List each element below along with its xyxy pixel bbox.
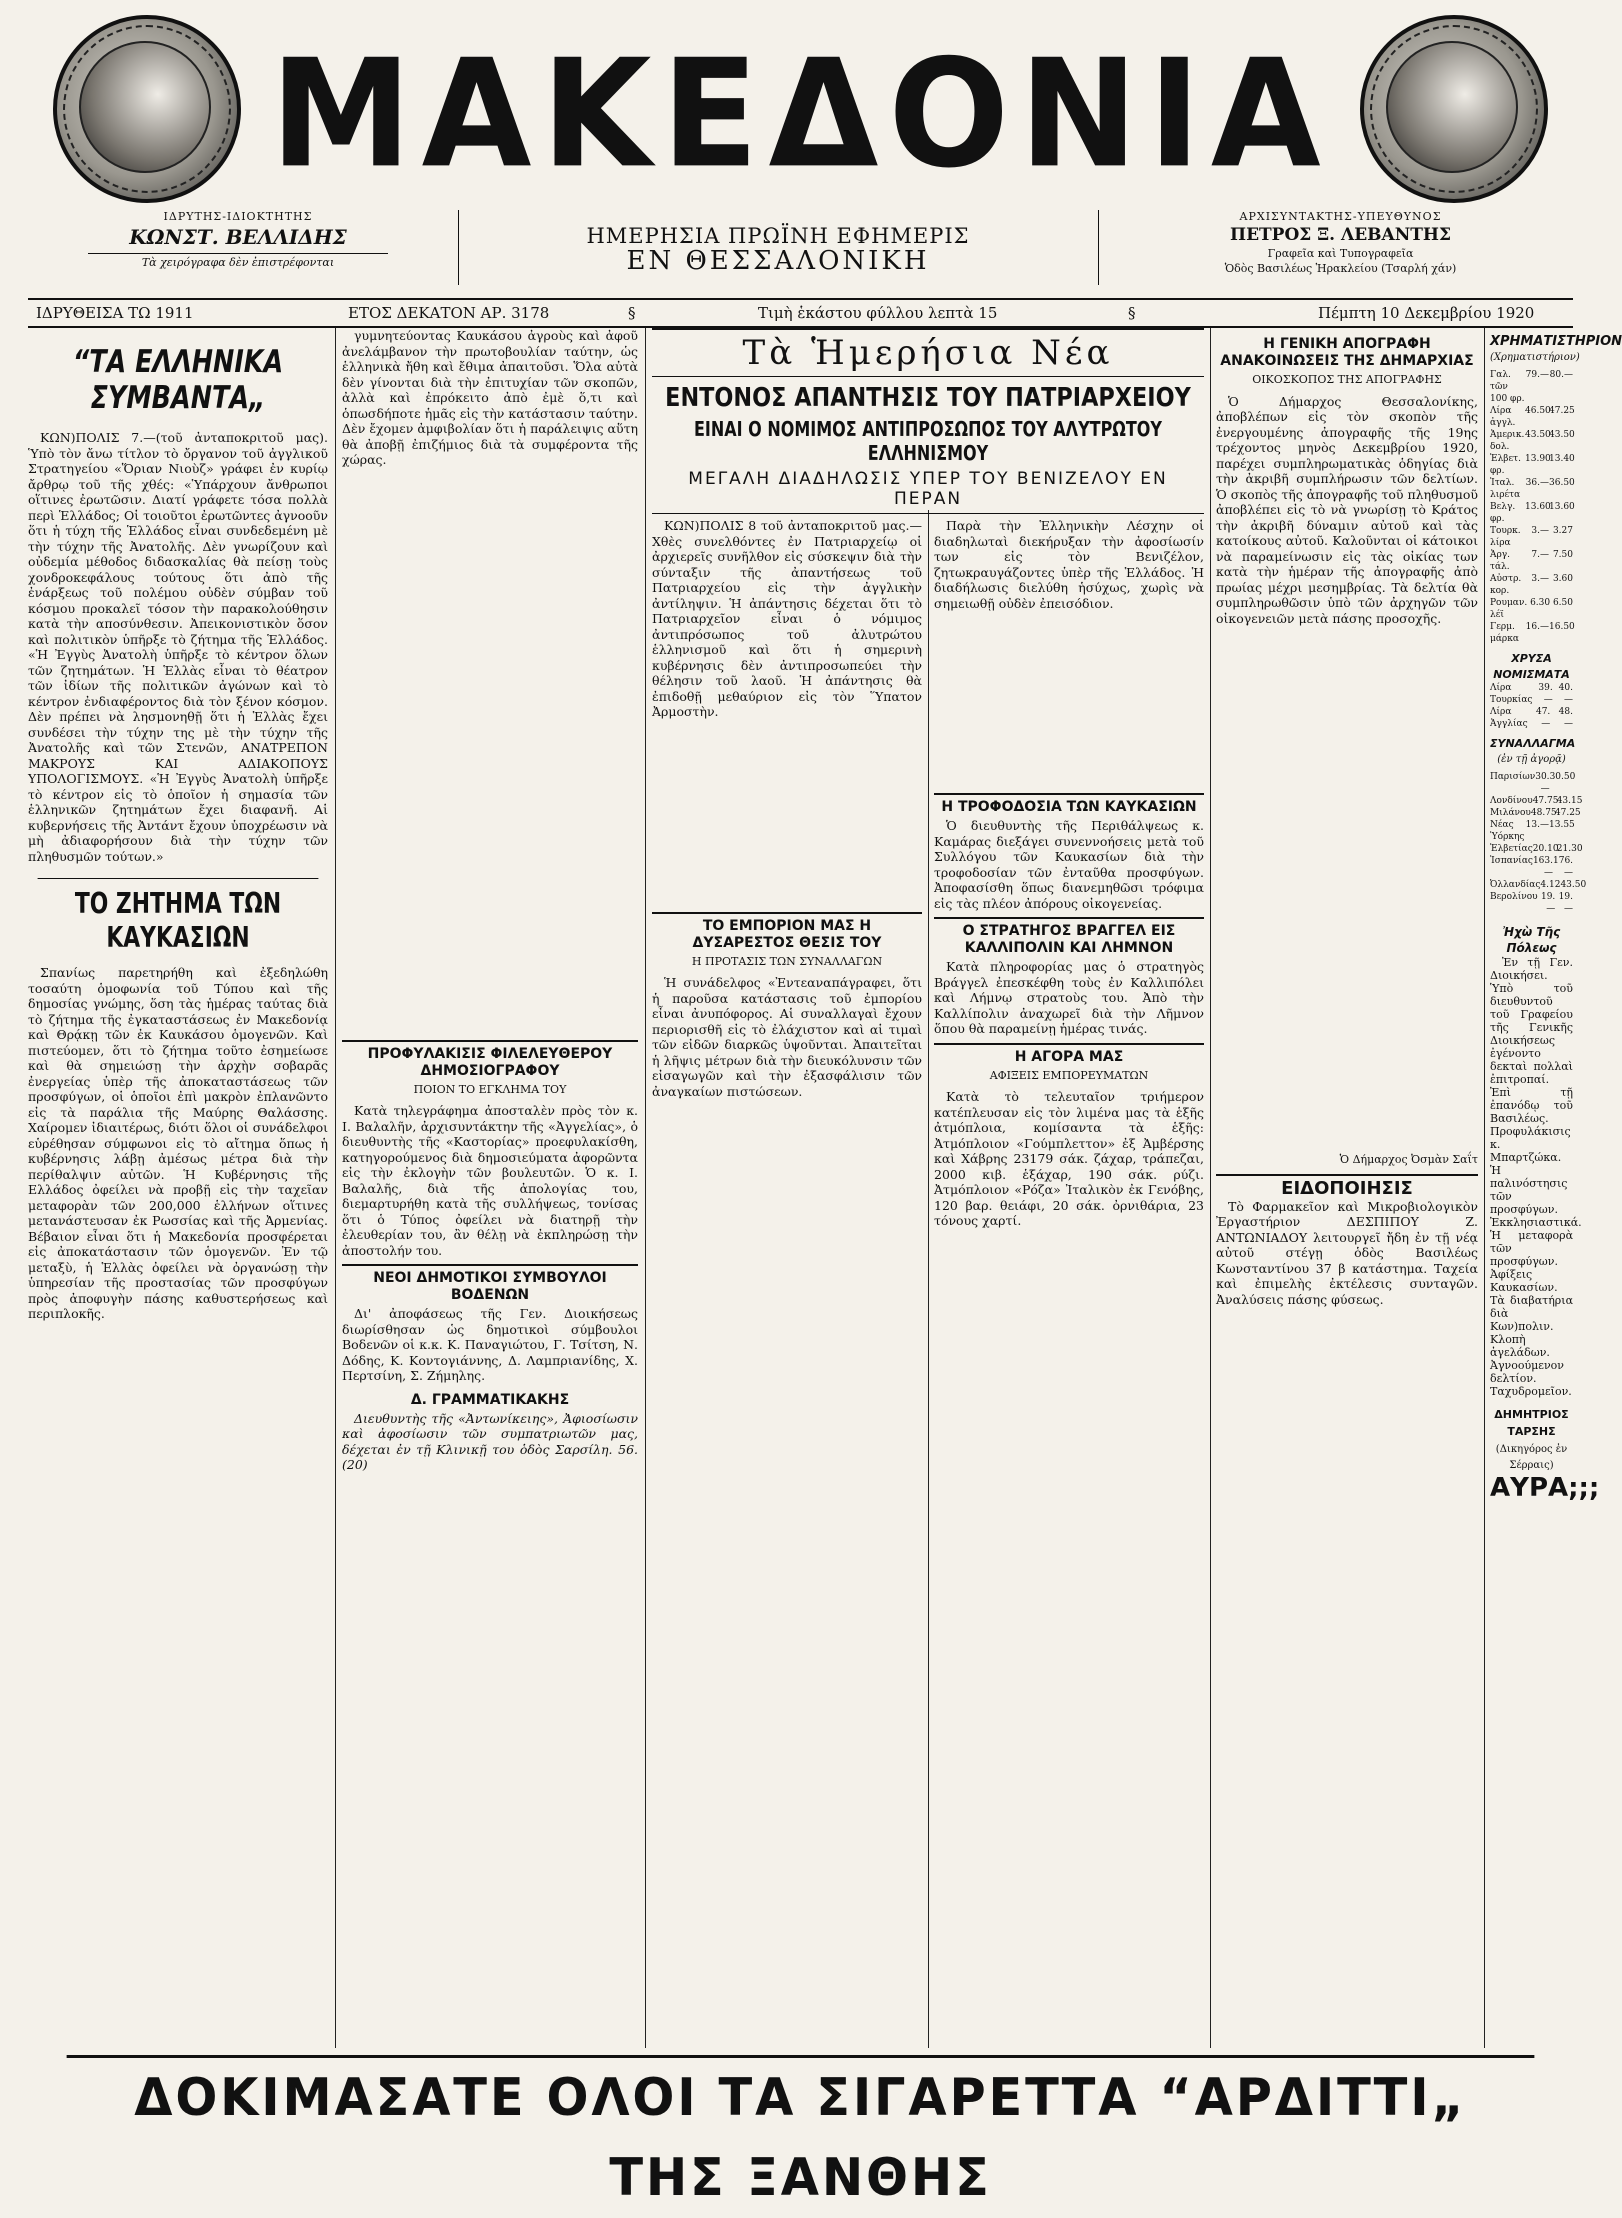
rate-value: 3.— [1531, 526, 1549, 536]
rate-value: 30.50 [1549, 772, 1576, 782]
rate-label: Ὀλλανδίας [1490, 880, 1541, 890]
rate-value: 7.50 [1552, 550, 1573, 560]
rate-row [1490, 573, 1573, 597]
rate-label: Αὐστρ. κορ. [1490, 574, 1522, 596]
fx-title: ΣΥΝΑΛΛΑΓΜΑ [1490, 737, 1576, 750]
rate-label: Γαλ. τῶν 100 φρ. [1490, 370, 1525, 404]
rate-label: Ἰσπανίας [1490, 856, 1533, 866]
article-body: Κατὰ πληροφορίας μας ὁ στρατηγὸς Βράγγελ ἐπεσκέφθη τοὺς ἐν Καλλιπόλει καὶ Λήμνῳ στρατοὺς του. Ἀπὸ τὴν Καλλίπολιν ἀναχωρεῖ διὰ τὴν Λῆμνον ὅπου θὰ παραμείνῃ ἡμέρας τινάς. [934, 959, 1204, 1036]
rate-row [1490, 453, 1573, 477]
section-mark: § [1128, 304, 1136, 322]
rate-row [1490, 549, 1573, 573]
masthead [28, 10, 1573, 276]
kicker: ΑΦΙΞΕΙΣ ΕΜΠΟΡΕΥΜΑΤΩΝ [989, 1068, 1149, 1082]
newspaper-page [28, 10, 1622, 2208]
rate-label: Ρουμαν. λέϊ [1490, 598, 1528, 620]
rate-value: 36.— [1525, 478, 1549, 488]
daily-news-banner [652, 328, 1204, 508]
issue-date: Πέμπτη 10 Δεκεμβρίου 1920 [1318, 304, 1535, 322]
rate-label: Ἑλβετ. φρ. [1490, 454, 1521, 476]
rate-label: Μιλάνου [1490, 808, 1531, 818]
rate-label: Παρισίων [1490, 772, 1536, 782]
article-body: Ὁ διευθυντὴς τῆς Περιθάλψεως κ. Καμάρας διεξάγει συνεννοήσεις μετὰ τοῦ Συλλόγου τῶν Καυκασίων διὰ τὴν τροφοδοσίαν τῶν ἐνταῦθα προσφύγων. Ἀποφασίσθη ὅπως διανεμηθῶσι τρόφιμα εἰς τὰς πλέον ἀπόρους οἰκογενείας. [934, 818, 1204, 911]
column-2 [342, 328, 638, 2048]
mayor-signature: Ὁ Δήμαρχος Ὀσμὰν Σαΐτ [1339, 1153, 1478, 1166]
founder-note: Τὰ χειρόγραφα δὲν ἐπιστρέφονται [88, 253, 388, 269]
banner-deck: ΜΕΓΑΛΗ ΔΙΑΔΗΛΩΣΙΣ ΥΠΕΡ ΤΟΥ ΒΕΝΙΖΕΛΟΥ ΕΝ ΠΕΡΑΝ [652, 469, 1204, 514]
rate-value: 47.25 [1554, 808, 1581, 818]
rate-value: 21.30 [1556, 844, 1583, 854]
kicker: ΠΟΙΟΝ ΤΟ ΕΓΚΛΗΜΑ ΤΟΥ [413, 1082, 567, 1096]
newspaper-title: ΜΑΚΕΔΟΝΙΑ [270, 27, 1331, 202]
aura-ad: ΑΥΡΑ;;; [1490, 1473, 1600, 1503]
column-6 [1490, 328, 1622, 2048]
fx-subtitle: (ἐν τῇ ἀγορᾷ) [1497, 753, 1566, 765]
column-spacer [934, 617, 1204, 787]
rate-row [1490, 843, 1583, 855]
rate-value: 13.90 [1525, 454, 1551, 464]
rate-label: Ἰταλ. λιρέτα [1490, 478, 1521, 500]
rate-value: 79.— [1525, 370, 1549, 380]
masthead-divider [458, 210, 459, 285]
column-spacer [652, 726, 922, 906]
rate-row [1490, 819, 1573, 843]
rate-label: Λίρα Ἀγγλίας [1490, 707, 1528, 729]
column-spacer [342, 474, 638, 1034]
rate-row [1490, 795, 1583, 807]
rate-value: 43.15 [1556, 796, 1583, 806]
rate-value: 3.27 [1552, 526, 1573, 536]
article-body: Δι' ἀποφάσεως τῆς Γεν. Διοικήσεως διωρίσθησαν ὡς δημοτικοὶ σύμβουλοι Βοδενῶν οἱ κ.κ. Κ. Παναγιώτου, Γ. Τσίτση, Ν. Δόδης, Κ. Κοντογιάννης, Δ. Λαμπριανίδης, Χ. Περτσίνη, Σ. Ζήμηλης. [342, 1306, 638, 1383]
rate-label: Βερολίνου [1490, 892, 1538, 902]
gold-coins-title: ΧΡΥΣΑ ΝΟΜΙΣΜΑΤΑ [1493, 652, 1570, 681]
rate-value: 19.— [1540, 892, 1556, 914]
stock-exchange-title: ΧΡΗΜΑΤΙΣΤΗΡΙΟΝ [1490, 334, 1622, 349]
rate-value: 43.50 [1525, 430, 1551, 440]
rate-value: 3.— [1531, 574, 1549, 584]
lawyer-note: (Δικηγόρος ἐν Σέρραις) [1495, 1444, 1568, 1471]
rate-value: 48.75 [1530, 808, 1557, 818]
rate-value: 13.— [1525, 820, 1549, 830]
lawyer-name: ΔΗΜΗΤΡΙΟΣ ΤΑΡΣΗΣ [1494, 1408, 1569, 1438]
rate-label: Νέας Ὑόρκης [1490, 820, 1525, 842]
headline-our-market: Η ΑΓΟΡΑ ΜΑΣ [934, 1043, 1204, 1066]
article-body: γυμνητεύοντας Καυκάσου ἀγροὺς καὶ ἀφοῦ ἀνελάμβανον τὴν πρωτοβουλίαν ταύτην, ὡς ἑλληνικὰ ἤθη καὶ ἔθιμα ἀπαιτοῦσι. Ὅλα αὐτὰ δὲν γίνονται διὰ τὴν ἐπιτυχίαν τῶν σκοπῶν, ἀλλὰ καὶ ἐπρόκειτο ἀπὸ ἐμὲ ὅ,τι καὶ ὁπωσδήποτε ἡμᾶς εἰς τὴν κατάστασιν ταύτην. Δὲν ἔχομεν ἀμφιβολίαν ὅτι ἡ παράλειψις αὕτη θὰ ἀποβῇ ἐπιζήμιος διὰ τὰ συμφέροντα τῆς χώρας. [342, 328, 638, 467]
editor-note: Γραφεῖα καὶ Τυπογραφεῖα [1267, 247, 1414, 260]
gold-coins-table [1490, 682, 1573, 730]
headline-caucasus: ΤΟ ΖΗΤΗΜΑ ΤΩΝ ΚΑΥΚΑΣΙΩΝ [38, 878, 319, 955]
editor-block [1108, 210, 1573, 275]
rate-value: 163.— [1532, 856, 1553, 878]
stock-exchange-subtitle: (Χρηματιστήριον) [1490, 351, 1580, 363]
founded-text: ΙΔΡΥΘΕΙΣΑ ΤΩ 1911 [36, 304, 194, 322]
section-mark: § [628, 304, 636, 322]
rate-row [1490, 682, 1573, 706]
rate-row [1490, 855, 1573, 879]
price-text: Τιμὴ ἑκάστου φύλλου λεπτὰ 15 [758, 304, 998, 322]
rate-value: 80.— [1549, 370, 1573, 380]
rate-row [1490, 706, 1573, 730]
editor-address: Ὁδὸς Βασιλέως Ἡρακλείου (Τσαρλή χάν) [1224, 262, 1457, 275]
rate-value: 43.50 [1549, 430, 1575, 440]
city-line: ΕΝ ΘΕΣΣΑΛΟΝΙΚΗ [626, 246, 930, 276]
founder-block [28, 210, 448, 269]
article-body: Κατὰ τηλεγράφημα ἀποσταλὲν πρὸς τὸν κ. Ι. Βαλαλῆν, ἀρχισυντάκτην τῆς «Ἀγγελίας», ὁ διευθυντὴς τῆς «Καστορίας» προεφυλακίσθη, κατηγορούμενος διὰ δημοσιεύματα ἀφορῶντα εἰς τὴν ἐκλογὴν τῶν βουλευτῶν. Ὁ κ. Ι. Βαλαλῆς, διὰ τῆς ἀπολογίας του, διεμαρτυρήθη κατὰ τῆς συλλήψεως, τονίσας ὅτι ὁ Τύπος ὀφείλει νὰ διατηρῇ τὴν ἐλευθερίαν του, ἂν θέλῃ νὰ ἐκπληρώσῃ τὴν ἀποστολήν του. [342, 1103, 638, 1258]
kicker: ΟΙΚΟΣΚΟΠΟΣ ΤΗΣ ΑΠΟΓΡΑΦΗΣ [1252, 373, 1442, 386]
headline-wrangel: Ο ΣΤΡΑΤΗΓΟΣ ΒΡΑΓΓΕΛ ΕΙΣ ΚΑΛΛΙΠΟΛΙΝ ΚΑΙ ΛΗΜΝΟΝ [934, 917, 1204, 957]
rate-value: 4.12 [1540, 880, 1561, 890]
edition-block [468, 224, 1088, 276]
headline-notice: ΕΙΔΟΠΟΙΗΣΙΣ [1216, 1174, 1478, 1197]
rate-value: 13.55 [1549, 820, 1575, 830]
headline-voden-council: ΝΕΟΙ ΔΗΜΟΤΙΚΟΙ ΣΥΜΒΟΥΛΟΙ ΒΟΔΕΝΩΝ [342, 1264, 638, 1304]
issue-number: ΕΤΟΣ ΔΕΚΑΤΟΝ ΑΡ. 3178 [348, 304, 550, 322]
rate-row [1490, 525, 1573, 549]
rate-value: 48.— [1558, 707, 1573, 729]
left-coin-emblem-icon [53, 15, 241, 203]
column-4 [934, 518, 1204, 2048]
rate-value: 7.— [1531, 550, 1549, 560]
column-1 [28, 328, 328, 2048]
rate-value: 40.— [1558, 683, 1573, 705]
editor-name: ΠΕΤΡΟΣ Ξ. ΛΕΒΑΝΤΗΣ [1230, 225, 1451, 245]
rate-row [1490, 807, 1581, 819]
rate-row [1490, 621, 1573, 645]
rate-row [1490, 891, 1573, 915]
exchange-rates-table [1490, 369, 1573, 645]
rate-label: Ἀμερικ. δολ. [1490, 430, 1525, 452]
founder-label: ΙΔΡΥΤΗΣ-ΙΔΙΟΚΤΗΤΗΣ [163, 210, 313, 223]
rate-label: Γερμ. μάρκα [1490, 622, 1519, 644]
rate-row [1490, 369, 1573, 405]
fx-table [1490, 771, 1587, 915]
rate-value: 47.75 [1532, 796, 1559, 806]
rate-label: Λίρα Τουρκίας [1490, 683, 1533, 705]
rate-value: 30.— [1535, 772, 1550, 794]
advertiser-name: Δ. ΓΡΑΜΜΑΤΙΚΑΚΗΣ [410, 1391, 570, 1408]
rate-value: 13.40 [1549, 454, 1575, 464]
banner-headline: ΕΝΤΟΝΟΣ ΑΠΑΝΤΗΣΙΣ ΤΟΥ ΠΑΤΡΙΑΡΧΕΙΟΥ [665, 383, 1191, 413]
rate-value: 13.60 [1549, 502, 1575, 512]
masthead-divider [1098, 210, 1099, 285]
headline-greek-events: “ΤΑ ΕΛΛΗΝΙΚΑ ΣΥΜΒΑΝΤΑ„ [72, 344, 284, 416]
headline-census: Η ΓΕΝΙΚΗ ΑΠΟΓΡΑΦΗ ΑΝΑΚΟΙΝΩΣΕΙΣ ΤΗΣ ΔΗΜΑΡΧΙΑΣ [1220, 336, 1474, 369]
rate-value: 13.60 [1525, 502, 1551, 512]
rate-row [1490, 879, 1587, 891]
founder-name: ΚΩΝΣΤ. ΒΕΛΛΙΔΗΣ [129, 225, 347, 249]
rate-label: Ἑλβετίας [1490, 844, 1533, 854]
rate-label: Βελγ. φρ. [1490, 502, 1516, 524]
cigarette-advertisement: ΔΟΚΙΜΑΣΑΤΕ ΟΛΟΙ ΤΑ ΣΙΓΑΡΕΤΤΑ “ΑΡΔΙΤΤΙ„ ΤΗΣ ΞΑΝΘΗΣ [67, 2055, 1535, 2138]
article-body: Κατὰ τὸ τελευταῖον τριήμερον κατέπλευσαν εἰς τὸν λιμένα μας τὰ ἑξῆς ἀτμόπλοια, κομίσαντα τὰ ἑξῆς: Ἀτμόπλοιον «Γούμπλεττον» ἐξ Ἀμβέρσης καὶ Χάβρης 23179 σάκ. ζάχαρ, τράπεζαι, 2000 κιβ. ἑξάχαρ, 190 σάκ. ρύζι. Ἀτμόπλοιον «Ρόζα» Ἰταλικὸν ἐκ Γενόβης, 120 βαρ. θειάφι, 20 σάκ. ὀρνιθάρια, 23 τόνους χαρτί. [934, 1089, 1204, 1228]
article-body: Τὸ Φαρμακεῖον καὶ Μικροβιολογικὸν Ἐργαστήριον ΔΕΣΠΙΠΟΥ Ζ. ΑΝΤΩΝΙΑΔΟΥ λειτουργεῖ ἤδη ἐν τῇ νέᾳ αὐτοῦ στέγῃ ὁδὸς Βασιλέως Κωνσταντίνου 37 β κατάστημα. Ταχεία καὶ ἐπιμελὴς ἐκτέλεσις συνταγῶν. Ἀναλύσεις πάσης φύσεως. [1216, 1198, 1478, 1307]
rate-value: 16.— [1525, 622, 1549, 632]
rate-value: 16.50 [1549, 622, 1575, 632]
rate-row [1490, 501, 1573, 525]
rate-value: 47.— [1535, 707, 1551, 729]
rate-value: 47.25 [1549, 406, 1575, 416]
rate-label: Τουρκ. λίρα [1490, 526, 1521, 548]
kicker: Η ΠΡΟΤΑΣΙΣ ΤΩΝ ΣΥΝΑΛΛΑΓΩΝ [691, 954, 883, 968]
rate-value: 6.50 [1552, 598, 1573, 608]
headline-journalist-arrest: ΠΡΟΦΥΛΑΚΙΣΙΣ ΦΙΛΕΛΕΥΘΕΡΟΥ ΔΗΜΟΣΙΟΓΡΑΦΟΥ [342, 1040, 638, 1080]
article-body: Παρὰ τὴν Ἑλληνικὴν Λέσχην οἱ διαδηλωταὶ διεκήρυξαν τὴν ἀφοσίωσίν των εἰς τὸν Βενιζέλον, ζητωκραυγάζοντες ὑπὲρ τῆς Ἑλλάδος. Ἡ διαδήλωσις διελύθη ἡσύχως, χωρὶς νὰ σημειωθῇ οὐδὲν ἐπεισόδιον. [934, 518, 1204, 611]
headline-caucasus-supply: Η ΤΡΟΦΟΔΟΣΙΑ ΤΩΝ ΚΑΥΚΑΣΙΩΝ [934, 793, 1204, 816]
dateline [28, 298, 1573, 328]
column-3 [652, 518, 922, 2048]
article-body: Σπανίως παρετηρήθη καὶ ἐξεδηλώθη τοσαύτη ὁμοφωνία τοῦ Τύπου καὶ τῆς δημοσίας γνώμης, ὅση τὰς ἡμέρας ταύτας διὰ τὸ ζήτημα τῆς ἐγκαταστάσεως ἐν Μακεδονίᾳ καὶ Θρᾴκῃ τῶν ἐκ Καυκάσου ὁμογενῶν. Καὶ πιστεύομεν, ὅτι τὸ ζήτημα τοῦτο ἐσημείωσε καὶ θὰ σημειώσῃ τὴν ἀρχὴν σοβαρᾶς ἐνεργείας ὑπὲρ τῆς ἀποκαταστάσεως τῶν προσφύγων, οἱ ὁποῖοι ἐπὶ μακρὸν ἐπλανῶντο εἰς τὰ παράλια τῆς Μαύρης Θαλάσσης. Χαίρομεν ἰδιαιτέρως, διότι ὅλοι οἱ συνάδελφοι εὑρέθησαν σύμφωνοι εἰς τὸ αἴτημα ὅπως ἡ κυβέρνησις λάβῃ ἀμέσως μέτρα διὰ τὴν περίθαλψιν αὐτῶν. Ἡ Κυβέρνησις τῆς Ελλάδος ὀφείλει νὰ προβῇ εἰς τὴν ταχεῖαν μεταφορὰν τῶν 200,000 ἑλλήνων οἵτινες μετανάστευσαν ἐκ Ρωσσίας καὶ τῆς Ἀρμενίας. Βέβαιον εἶναι ὅτι ἡ Μακεδονία προσφέρεται εἰς ἀποκατάστασιν τῶν ὁμογενῶν. Ἐν τῷ μεταξὺ, ἡ Ἑλλὰς ὀφείλει νὰ ὀργανώσῃ τὴν ὑπηρεσίαν τῆς προστασίας τῶν προσφύγων πρὸς ἀποφυγὴν πάσης καθυστερήσεως καὶ περιπλοκῆς. [28, 965, 328, 1321]
rate-label: Λονδίνου [1490, 796, 1533, 806]
article-body: ΚΩΝ)ΠΟΛΙΣ 7.—(τοῦ ἀνταποκριτοῦ μας). Ὑπὸ τὸν ἄνω τίτλον τὸ ὄργανον τοῦ ἀγγλικοῦ Στρατηγείου «Ὅριαν Νιοὺζ» γράφει ἐν κυρίῳ ἄρθρῳ τοῦ τῆς χθές: «Ὑπάρχουν ἄνθρωποι οἵτινες ἐρωτῶσιν. Διατί γράφετε τόσα πολλὰ περὶ Ἑλλάδος; Οἱ τοιοῦτοι ἐρωτῶντες ἀγνοοῦν ὅτι ἡ τύχη τῆς Ἑλλάδος εἶναι συνδεδεμένη μὲ τὴν τύχην τῆς Ἀνατολῆς. Δὲν γνωρίζουν καὶ οὐδεμία μέθοδος διδασκαλίας θὰ πείσῃ τοὺς χονδροκεφάλους τούτους ὅτι ἀπὸ τῆς ἐνάρξεως τοῦ πολέμου οὐδὲν σύμβαν τοῦ κόσμου προκαλεῖ τόσον τὴν παρακολούθησιν κατὰ τὴν αποσύνθεσιν. Ἀπεικονιστικὸν ὅσον καὶ πολιτικὸν ὑπῆρξε τὸ ζήτημα τῆς Ἑλλάδος. «Ἡ Ἐγγὺς Ἀνατολὴ ὑπῆρξε τὸ κέντρον ὅλων τῶν ζητημάτων. Ἡ Ἑλλὰς εἶναι τὸ θέατρον τῶν ἰδίων τῆς πολιτικῶν ἀγώνων καὶ τὸ κέντρον ἐνδιαφέροντος διὰ τὸν ξένον κόσμον. Δὲν πρέπει νὰ λησμονηθῇ ὅτι ἡ Ἑλλὰς ἔχει συνδέσει τὴν τύχην της μὲ τὴν τύχην τῆς Ἀνατολῆς καὶ τῶν Στενῶν, ΑΝΑΤΡΕΠΟΝ ΜΑΚΡΟΥΣ ΚΑΙ ΑΔΙΑΚΟΠΟΥΣ ΥΠΟΛΟΓΙΣΜΟΥΣ. «Ἡ Ἐγγὺς Ἀνατολὴ ὑπῆρξε τὸ κέντρον εἰς τὸ ὁποῖον ἡ σημασία τῶν ἑλληνικῶν ζητημάτων ἔχει διαφανῆ. Αἱ κυβερνήσεις τῆς Ἀντάντ ἔχουν ὑποχρέωσιν νὰ μὴ ἀδιαφορήσουν διὰ τὴν τύχην τῶν πληθυσμῶν τούτων.» [28, 430, 328, 864]
right-coin-emblem-icon [1360, 15, 1548, 203]
rate-row [1490, 771, 1576, 795]
advertiser-note: Διευθυντὴς τῆς «Ἀντωνίκειης», Ἀφιοσίωσιν καὶ ἀφοσίωσιν τῶν συμπατριωτῶν μας, δέχεται ἐν τῇ Κλινικῇ του ὁδὸς Σαρσίλη. 56. (20) [342, 1410, 638, 1472]
article-body: ΚΩΝ)ΠΟΛΙΣ 8 τοῦ ἀνταποκριτοῦ μας.—Χθὲς συνελθόντες ἐν Πατριαρχείῳ οἱ ἀρχιερεῖς συνῆλθον εἰς σύσκεψιν διὰ τὴν σύνταξιν τῆς ἀπαντήσεως τοῦ Πατριαρχείου εἰς τὴν ἀγγλικὴν ἀντίληψιν. Ἡ ἀπάντησις δέχεται ὅτι τὸ Πατριαρχεῖον εἶναι ὁ νόμιμος ἀντιπρόσωπος τοῦ ἀλυτρώτου ἑλληνισμοῦ καὶ ὅτι ἡ σημερινὴ κυβέρνησις δὲν ἀντιπροσωπεύει τὴν θέλησιν τοῦ λαοῦ. Ἡ ἀπάντησις θὰ ἐπιδοθῇ μεθαύριον εἰς τὸν Ὕπατον Ἀρμοστὴν. [652, 518, 922, 719]
banner-title: Τὰ Ἡμερήσια Νέα [652, 328, 1204, 377]
rate-row [1490, 477, 1573, 501]
rate-value: 36.50 [1549, 478, 1575, 488]
rate-value: 19.— [1558, 892, 1573, 914]
rate-value: 3.60 [1552, 574, 1573, 584]
article-body: Ἡ συνάδελφος «Ἐντεαναπάγραφει, ὅτι ἡ παροῦσα κατάστασις τοῦ ἐμπορίου εἶναι ἀνυπόφορος. Αἱ συναλλαγαὶ ἔχουν περιορισθῆ εἰς τὸ ἐλάχιστον καὶ αἱ τιμαὶ τῶν εἰδῶν διαρκῶς ὑψοῦνται. Ἀπαιτεῖται ἡ λῆψις μέτρων διὰ τὴν διευκόλυνσιν τῶν εἰσαγωγῶν καὶ τὴν ἐξασφάλισιν τῶν ἀναγκαίων πιστώσεων. [652, 975, 922, 1099]
article-body: Ὁ Δήμαρχος Θεσσαλονίκης, ἀποβλέπων εἰς τὸν σκοπὸν τῆς ἐνεργουμένης ἀπογραφῆς τῆς 19ης τρέχοντος μηνὸς Δεκεμβρίου 1920, παρέχει συμπληρωματικὰς ὁδηγίας διὰ τὴν ἀκριβῆ συμπλήρωσιν τῶν δελτίων. Ὁ σκοπὸς τῆς ἀπογραφῆς τοῦ πληθυσμοῦ ἀποβλέπει εἰς τὸ νὰ γνωρίσῃ τὸ Κράτος τὴν ἀκριβῆ δύναμιν αὐτοῦ καὶ τὰς κατοίκους αὐτοῦ. Καλοῦνται οἱ κάτοικοι νὰ παραμείνωσιν εἰς τὰς οἰκίας των κατὰ τὴν ἡμέραν τῆς ἀπογραφῆς ἀπὸ πρωίας μέχρι μεσημβρίας. Τὰ δελτία θὰ συμπληρωθῶσιν ὑπὸ τῶν ἀρχηγῶν τῶν οἰκογενειῶν μετὰ πάσης προσοχῆς. [1216, 393, 1478, 626]
rate-value: 39.— [1538, 683, 1553, 705]
city-echo-title: Ἠχὼ Τῆς Πόλεως [1502, 925, 1561, 955]
editor-label: ΑΡΧΙΣΥΝΤΑΚΤΗΣ-ΥΠΕΥΘΥΝΟΣ [1239, 210, 1442, 223]
column-spacer [1216, 632, 1478, 1152]
rate-value: 43.50 [1560, 880, 1587, 890]
rate-row [1490, 597, 1573, 621]
rate-row [1490, 405, 1573, 429]
city-echo-body: Ἐν τῇ Γεν. Διοικήσει. Ὑπὸ τοῦ διευθυντοῦ τοῦ Γραφείου τῆς Γενικῆς Διοικήσεως ἐγένοντο δεκταὶ πολλαὶ ἐπιτροπαί. Ἐπὶ τῇ ἐπανόδῳ τοῦ Βασιλέως. Προφυλάκισις κ. Μπαρτζώκα. Ἡ παλινόστησις τῶν προσφύγων. Ἐκκλησιαστικά. Ἡ μεταφορὰ τῶν προσφύγων. Ἀφίξεις Καυκασίων. Τὰ διαβατήρια διὰ Κων)πολιν. Κλοπὴ ἀγελάδων. Ἀγνοούμενον δελτίον. Ταχυδρομεῖον. [1490, 956, 1582, 1398]
rate-label: Λίρα ἀγγλ. [1490, 406, 1516, 428]
column-5 [1216, 328, 1478, 2048]
rate-value: 46.50 [1525, 406, 1551, 416]
rate-value: 6.30 [1530, 598, 1551, 608]
rate-value: 176.— [1553, 856, 1574, 878]
banner-subheadline: ΕΙΝΑΙ Ο ΝΟΜΙΜΟΣ ΑΝΤΙΠΡΟΣΩΠΟΣ ΤΟΥ ΑΛΥΤΡΩΤΟΥ ΕΛΛΗΝΙΣΜΟΥ [694, 417, 1162, 465]
rate-row [1490, 429, 1573, 453]
rate-label: Ἀργ. τάλ. [1490, 550, 1511, 572]
edition-line: ΗΜΕΡΗΣΙΑ ΠΡΩΪΝΗ ΕΦΗΜΕΡΙΣ [586, 224, 970, 248]
rate-value: 20.10 [1532, 844, 1559, 854]
headline-commerce: ΤΟ ΕΜΠΟΡΙΟΝ ΜΑΣ Η ΔΥΣΑΡΕΣΤΟΣ ΘΕΣΙΣ ΤΟΥ [652, 912, 922, 952]
